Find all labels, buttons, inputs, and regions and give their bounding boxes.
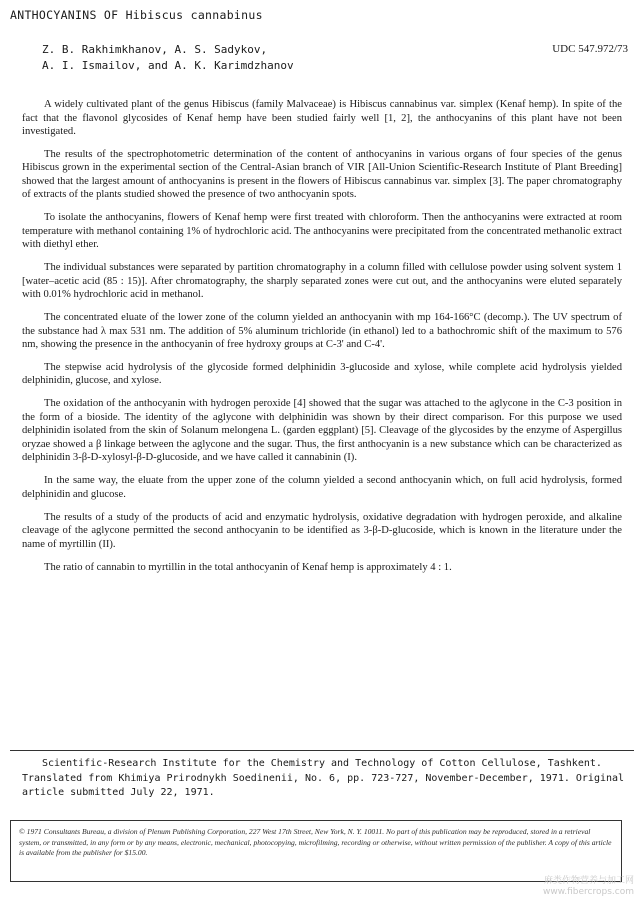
paragraph-3: To isolate the anthocyanins, flowers of Kenaf hemp were first treated with chloroform. Then the anthocyanins were extracted at room temperature with methanol containing 1% of hydrochloric acid. The anthocyanins were precipitated from the concentrated methanolic extract with diethyl ether. [22, 212, 622, 251]
watermark-line-1: 麻类作物营养与加工网 [543, 876, 634, 886]
udc-code: UDC 547.972/73 [552, 43, 628, 55]
paragraph-5: The concentrated eluate of the lower zone of the column yielded an anthocyanin with mp 164-166°C (decomp.). The UV spectrum of the substance had λ max 531 nm. The addition of 5% aluminum trichloride (in ethanol) led to a bathochromic shift of the maximum to 576 nm, showing the presence in the anthocyanin of free hydroxy groups at C-3' and C-4'. [22, 312, 622, 351]
paragraph-2: The results of the spectrophotometric determination of the content of anthocyanins in various organs of four species of the genus Hibiscus grown in the experimental section of the Central-Asian branch of VIR [All-Union Scientific-Research Institute of Plant Breeding] showed that the largest amount of anthocyanins is present in the flowers of Hibiscus cannabinus var. simplex [3]. The paper chromatography of extracts of the plants studied showed the presence of two anthocyanin spots. [22, 148, 622, 201]
copyright-text: © 1971 Consultants Bureau, a division of Plenum Publishing Corporation, 227 West 17th Street, New York, N. Y. 10011. No part of this publication may be reproduced, stored in a retrieval system, or transmitted, in any form or by any means, electronic, mechanical, photocopying, microfilming, recording or otherwise, without written permission of the publisher. A copy of this article is available from the publisher for $15.00. [19, 827, 612, 857]
author-list [42, 42, 294, 74]
paragraph-9: The results of a study of the products of acid and enzymatic hydrolysis, oxidative degradation with hydrogen peroxide, and alkaline cleavage of the aglycone permitted the second anthocyanin to be identified as 3-β-D-glucoside, which is known in the literature under the name of myrtillin (II). [22, 511, 622, 550]
paragraph-10: The ratio of cannabin to myrtillin in the total anthocyanin of Kenaf hemp is approximately 4 : 1. [44, 561, 452, 573]
paragraph-4: The individual substances were separated by partition chromatography in a column filled with cellulose powder using solvent system 1 [water–acetic acid (85 : 15)]. After chromatography, the sharply separated zones were cut out, and the anthocyanins were eluted separately with 0.01% hydrochloric acid in methanol. [22, 262, 622, 301]
footnote-divider [10, 750, 634, 751]
article-body [22, 98, 622, 583]
authors-line-2: A. I. Ismailov, and A. K. Karimdzhanov [42, 59, 294, 72]
authors-line-1: Z. B. Rakhimkhanov, A. S. Sadykov, [42, 43, 268, 56]
paragraph-7: The oxidation of the anthocyanin with hydrogen peroxide [4] showed that the sugar was attached to the aglycone in the C-3 position in the form of a bioside. The identity of the aglycone with delphinidin was shown by their direct comparison. For this purpose we used delphinidin isolated from the skin of Solanum melongena L. (garden eggplant) [5]. Cleavage of the glycosides by the enzyme of Aspergillus oryzae showed a β linkage between the aglycone and the sugar. Thus, the first anthocyanin is a new substance which can be characterized as delphinidin 3-β-D-xylosyl-β-D-glucoside, and we have called it cannabinin (I). [22, 398, 622, 464]
article-title: ANTHOCYANINS OF Hibiscus cannabinus [10, 8, 263, 22]
paragraph-1: A widely cultivated plant of the genus Hibiscus (family Malvaceae) is Hibiscus cannabinus var. simplex (Kenaf hemp). In spite of the fact that the flavonol glycosides of Kenaf hemp have been studied fairly well [1, 2], the anthocyanins of this plant have not been investigated. [22, 99, 622, 137]
affiliation-note [22, 757, 628, 801]
paragraph-6: The stepwise acid hydrolysis of the glycoside formed delphinidin 3-glucoside and xylose, while complete acid hydrolysis yielded delphinidin, glucose, and xylose. [22, 361, 622, 387]
copyright-notice [10, 820, 622, 882]
affiliation-text: Scientific-Research Institute for the Chemistry and Technology of Cotton Cellulose, Tashkent. Translated from Khimiya Prirodnykh Soedinenii, No. 6, pp. 723-727, November-December, 1971. Original article submitted July 22, 1971. [22, 758, 625, 798]
site-watermark [543, 876, 634, 898]
watermark-line-2: www.fibercrops.com [543, 887, 634, 897]
paragraph-8: In the same way, the eluate from the upper zone of the column yielded a second anthocyanin which, on full acid hydrolysis, formed delphinidin and glucose. [22, 475, 622, 500]
